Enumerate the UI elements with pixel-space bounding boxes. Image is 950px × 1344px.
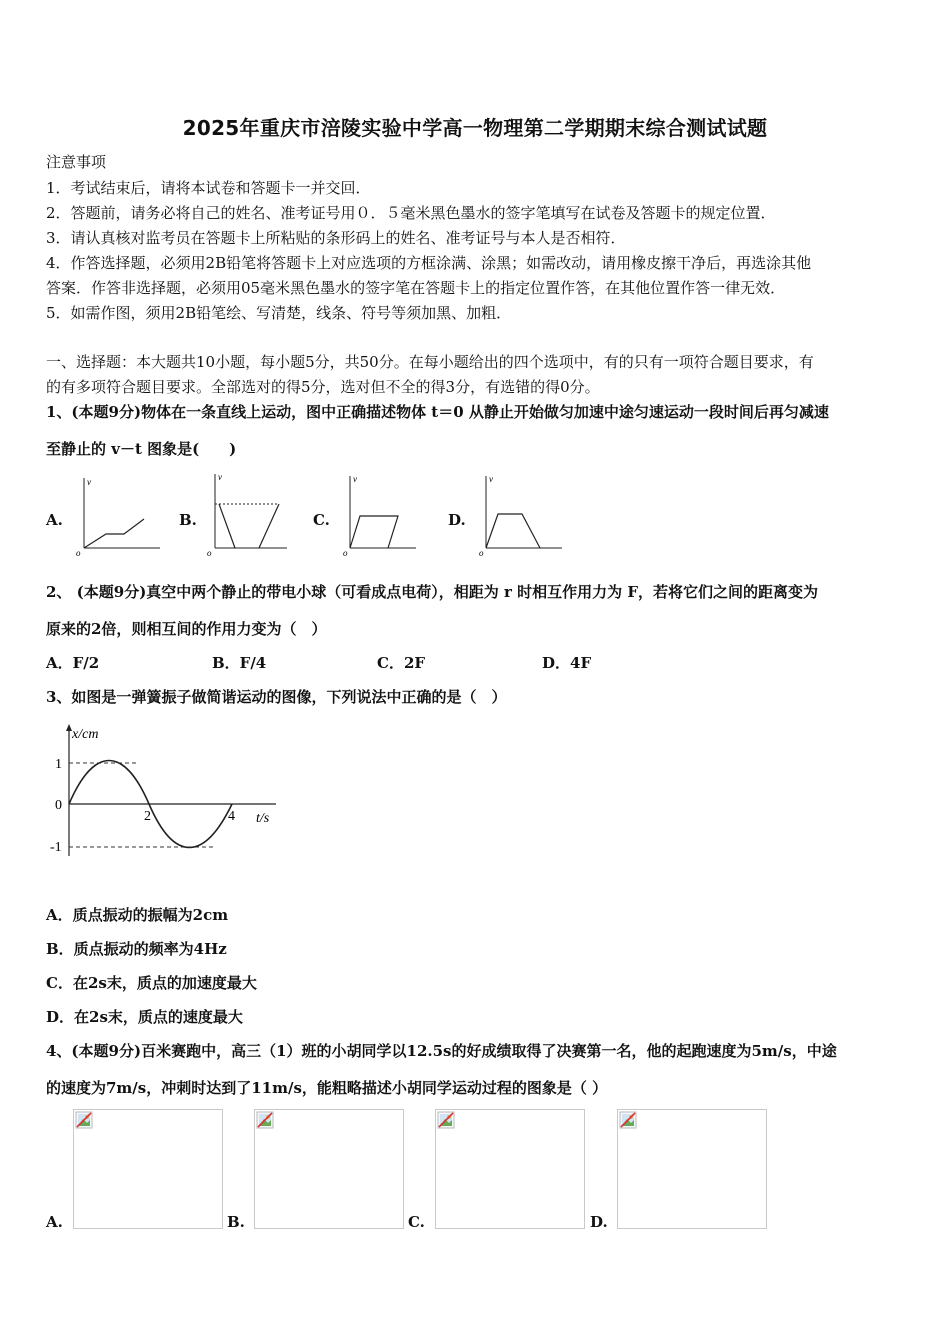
q1-option-b-label: B. xyxy=(179,511,197,529)
tick-label: 4 xyxy=(228,809,235,824)
broken-image-icon xyxy=(75,1111,93,1129)
notice-heading: 注意事项 xyxy=(46,153,107,171)
axis-label-v: v xyxy=(353,474,357,484)
broken-image-icon xyxy=(256,1111,274,1129)
y-axis-label: x/cm xyxy=(72,727,99,742)
q4-stem: 4、(本题9分)百米赛跑中，高三（1）班的小胡同学以12.5s的好成绩取得了决赛第一名，他的起跑速度为5m/s，中途 xyxy=(46,1042,837,1060)
page-title: 2025年重庆市涪陵实验中学高一物理第二学期期末综合测试试题 xyxy=(182,116,768,140)
q4-option-a-label: A. xyxy=(46,1213,63,1231)
notice-line: 答案．作答非选择题，必须用05毫米黑色墨水的签字笔在答题卡上的指定位置作答，在其他位置作答一律无效． xyxy=(46,279,786,297)
section-intro: 的有多项符合题目要求。全部选对的得5分，选对但不全的得3分，有选错的得0分。 xyxy=(46,378,600,396)
q4-option-d-label: D. xyxy=(590,1213,608,1231)
q4-option-c-image xyxy=(435,1109,585,1229)
q3-option-c: C．在2s末，质点的加速度最大 xyxy=(46,974,257,992)
tick-label: 1 xyxy=(55,757,62,772)
q3-stem: 3、如图是一弹簧振子做简谐运动的图像，下列说法中正确的是（ ） xyxy=(46,688,507,706)
q3-vibration-graph xyxy=(44,718,284,868)
q1-stem: 1、(本题9分)物体在一条直线上运动，图中正确描述物体 t＝0 从静止开始做匀加速中途匀速运动一段时间后再匀减速 xyxy=(46,403,829,421)
notice-line: 2．答题前，请务必将自己的姓名、准考证号用０．５毫米黑色墨水的签字笔填写在试卷及答题卡的规定位置． xyxy=(46,204,776,222)
tick-label: 2 xyxy=(144,809,151,824)
broken-image-icon xyxy=(437,1111,455,1129)
q4-option-a-image xyxy=(73,1109,223,1229)
q1-option-d-label: D. xyxy=(448,511,466,529)
notice-line: 1．考试结束后，请将本试卷和答题卡一并交回． xyxy=(46,179,371,197)
q3-option-b: B．质点振动的频率为4Hz xyxy=(46,940,227,958)
notice-line: 5．如需作图，须用2B铅笔绘、写清楚，线条、符号等须加黑、加粗． xyxy=(46,304,512,322)
q2-stem: 原来的2倍，则相互间的作用力变为（ ） xyxy=(46,620,327,638)
axis-label-o: o xyxy=(207,548,212,558)
q3-option-a: A．质点振动的振幅为2cm xyxy=(46,906,229,924)
q1-graph-b xyxy=(203,468,291,558)
q4-option-b-label: B. xyxy=(227,1213,245,1231)
q1-graph-c xyxy=(340,470,420,558)
q3-option-d: D．在2s末，质点的速度最大 xyxy=(46,1008,243,1026)
q1-option-c-label: C. xyxy=(313,511,330,529)
q2-stem: 2、 (本题9分)真空中两个静止的带电小球（可看成点电荷），相距为 r 时相互作用力为 F，若将它们之间的距离变为 xyxy=(46,583,819,601)
axis-label-v: v xyxy=(489,474,493,484)
q4-option-b-image xyxy=(254,1109,404,1229)
x-axis-label: t/s xyxy=(256,811,270,826)
q1-graph-a xyxy=(72,470,168,558)
broken-image-icon xyxy=(619,1111,637,1129)
tick-label: 0 xyxy=(55,798,62,813)
q2-option-d: D．4F xyxy=(542,654,592,672)
q1-stem: 至静止的 v－t 图象是( ) xyxy=(46,440,237,458)
q2-option-c: C．2F xyxy=(377,654,426,672)
tick-label: -1 xyxy=(50,840,62,855)
notice-line: 4．作答选择题，必须用2B铅笔将答题卡上对应选项的方框涂满、涂黑；如需改动，请用橡皮擦干净后，再选涂其他 xyxy=(46,254,812,272)
q1-option-a-label: A. xyxy=(46,511,63,529)
axis-label-o: o xyxy=(479,548,484,558)
q4-option-c-label: C. xyxy=(408,1213,425,1231)
q2-option-a: A．F/2 xyxy=(46,654,100,672)
axis-label-o: o xyxy=(343,548,348,558)
q2-option-b: B．F/4 xyxy=(212,654,267,672)
q1-graph-d xyxy=(476,470,566,558)
notice-line: 3．请认真核对监考员在答题卡上所粘贴的条形码上的姓名、准考证号与本人是否相符． xyxy=(46,229,626,247)
q4-option-d-image xyxy=(617,1109,767,1229)
q4-stem: 的速度为7m/s，冲刺时达到了11m/s，能粗略描述小胡同学运动过程的图象是（ ） xyxy=(46,1079,608,1097)
axis-label-o: o xyxy=(76,548,81,558)
section-intro: 一、选择题：本大题共10小题，每小题5分，共50分。在每小题给出的四个选项中，有的只有一项符合题目要求，有 xyxy=(46,353,814,371)
axis-label-v: v xyxy=(218,472,222,482)
axis-label-v: v xyxy=(87,477,91,487)
